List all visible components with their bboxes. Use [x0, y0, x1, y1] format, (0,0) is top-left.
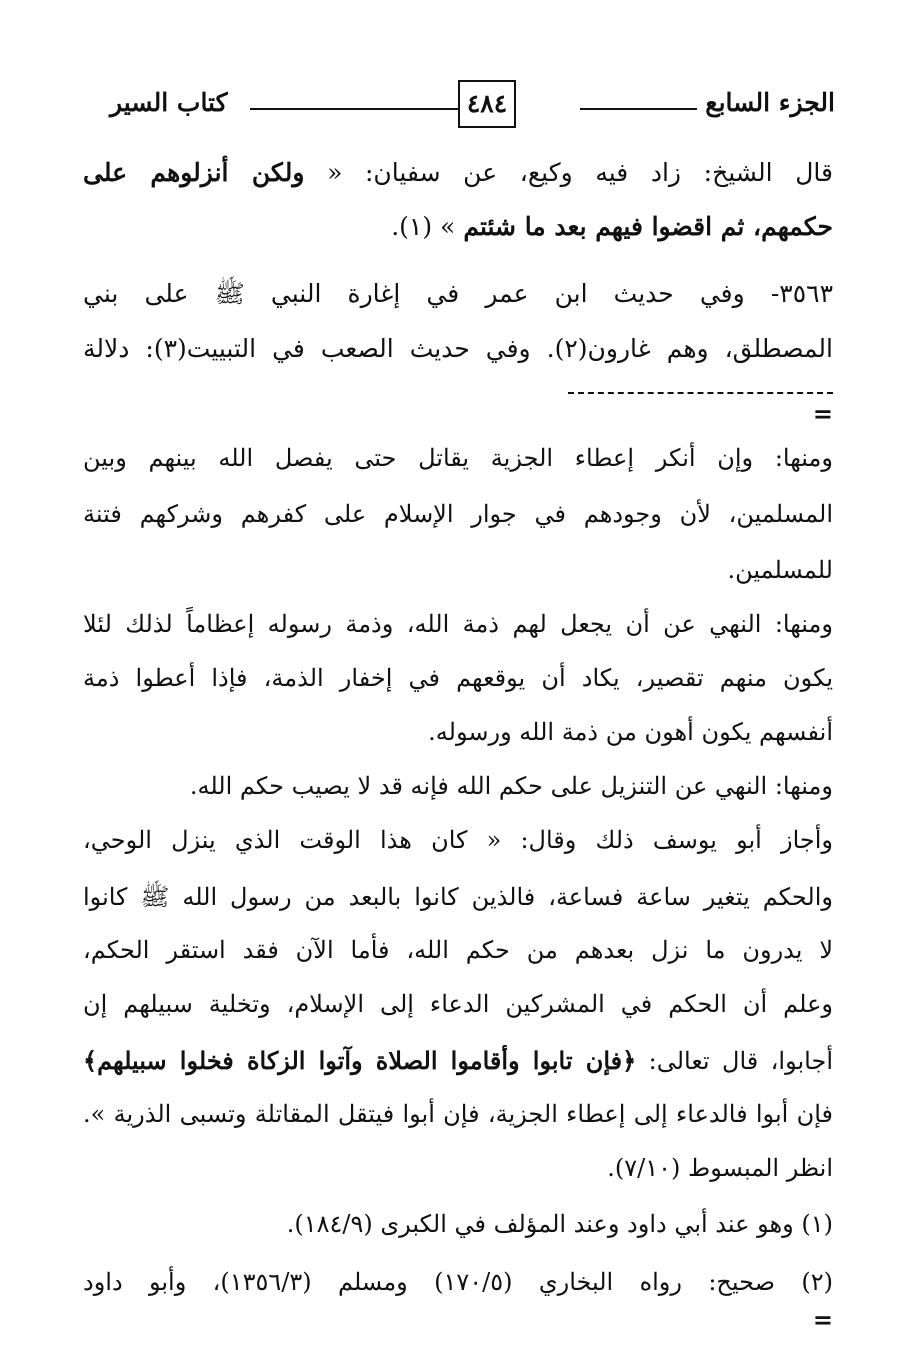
main-line-1-plain: قال الشيخ: زاد فيه وكيع، عن سفيان: «: [304, 158, 833, 187]
note-line: للمسلمين.: [727, 556, 833, 584]
continuation-mark-top: =: [812, 399, 833, 428]
footnote-1: (١) وهو عند أبي داود وعند المؤلف في الكبرى (١٨٤/٩).: [286, 1210, 833, 1238]
quran-verse: ﴿فإن تابوا وأقاموا الصلاة وآتوا الزكاة فخلوا سبيلهم﴾: [83, 1046, 637, 1075]
note-line: ومنها: وإن أنكر إعطاء الجزية يقاتل حتى يفصل الله بينهم وبين: [83, 444, 833, 472]
note-line: وعلم أن الحكم في المشركين الدعاء إلى الإسلام، وتخلية سبيلهم إن: [83, 990, 833, 1018]
footnote-2: (٢) صحيح: رواه البخاري (١٧٠/٥) ومسلم (١٣٥٦/٣)، وأبو داود: [83, 1268, 833, 1296]
note-line: لا يدرون ما نزل بعدهم من حكم الله، فأما الآن فقد استقر الحكم،: [83, 936, 833, 964]
continuation-mark-bottom: =: [812, 1305, 833, 1334]
main-line-1-bold: ولكن أنزلوهم على: [83, 158, 305, 187]
note-line: فإن أبوا فالدعاء إلى إعطاء الجزية، فإن أبوا فيتقل المقاتلة وتسبى الذرية ».: [83, 1100, 833, 1128]
footnote-separator: [568, 392, 833, 394]
note-line: ومنها: النهي عن التنزيل على حكم الله فإنه قد لا يصيب حكم الله.: [189, 772, 833, 800]
main-line-3: ٣٥٦٣- وفي حديث ابن عمر في إغارة النبي ﷺ على بني: [83, 279, 833, 308]
note-line: المسلمين، لأن وجودهم في جوار الإسلام على كفرهم وشركهم فتنة: [83, 500, 833, 528]
chapter-title: كتاب السير: [110, 88, 228, 117]
main-line-2: [391, 212, 833, 241]
note-line: وأجاز أبو يوسف ذلك وقال: « كان هذا الوقت الذي ينزل الوحي،: [83, 826, 833, 854]
note-line: [83, 1046, 833, 1075]
note-line: انظر المبسوط (٧/١٠).: [607, 1154, 833, 1182]
page-header: [110, 78, 835, 132]
note-line-plain: أجابوا، قال تعالى:: [636, 1047, 833, 1075]
note-line: أنفسهم يكون أهون من ذمة الله ورسوله.: [428, 718, 833, 746]
main-line-4: المصطلق، وهم غارون(٢). وفي حديث الصعب في التبييت(٣): دلالة: [83, 334, 833, 363]
main-line-1: [83, 158, 833, 187]
volume-title: الجزء السابع: [705, 88, 835, 117]
header-rule-right: [580, 108, 697, 110]
note-line: يكون منهم تقصير، يكاد أن يوقعهم في إخفار الذمة، فإذا أعطوا ذمة: [83, 664, 834, 692]
note-line: والحكم يتغير ساعة فساعة، فالذين كانوا بالبعد من رسول الله ﷺ كانوا: [83, 883, 833, 911]
page-number: ٤٨٤: [458, 80, 516, 128]
header-rule-left: [250, 108, 458, 110]
note-line: ومنها: النهي عن أن يجعل لهم ذمة الله، وذمة رسوله إعظاماً لذلك لئلا: [83, 610, 833, 638]
main-line-2-bold: حكمهم، ثم اقضوا فيهم بعد ما شئتم: [463, 212, 833, 241]
main-line-2-rest: » (١).: [391, 212, 464, 241]
